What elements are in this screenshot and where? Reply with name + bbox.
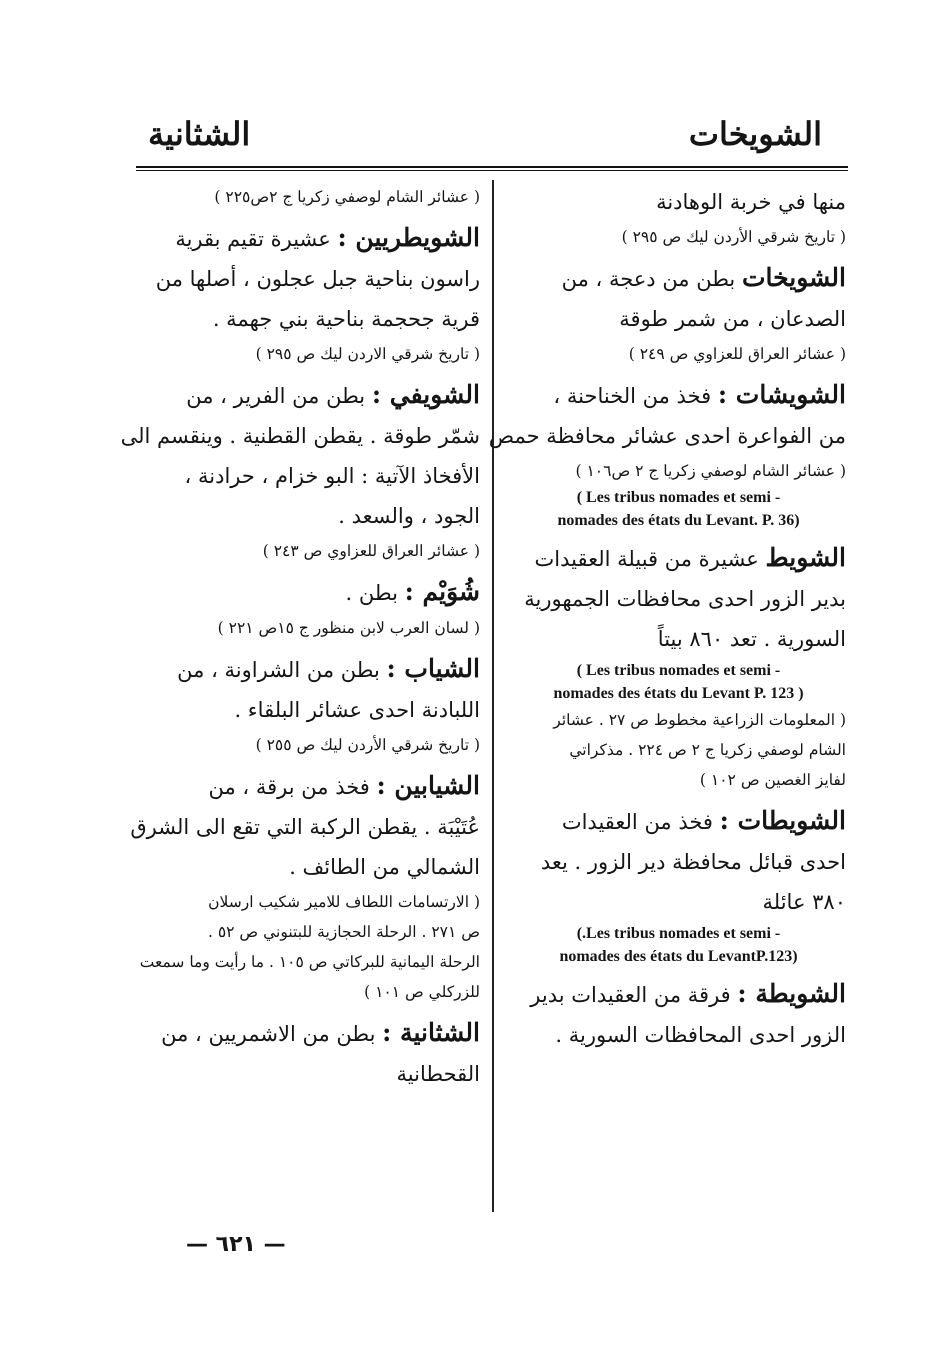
entry-text: اللبادنة احدى عشائر البلقاء .	[234, 698, 480, 722]
entry-text-line	[511, 619, 846, 659]
entry-reference: ( الارتسامات اللطاف للامير شكيب ارسلان	[208, 893, 480, 911]
entry-reference: الشام لوصفي زكريا ج ٢ ص ٢٢٤ . مذكراتي	[569, 741, 846, 759]
entry-text-line	[135, 218, 480, 259]
entry-text: بطن من الفرير ، من	[186, 384, 366, 408]
entry-headword: الشويطريين :	[337, 223, 480, 252]
entry-text-line	[135, 375, 480, 416]
entry-text-line	[135, 690, 480, 730]
column-divider	[492, 180, 494, 1212]
entry-text: الزور احدى المحافظات السورية .	[555, 1023, 846, 1047]
entry-reference: ( عشائر الشام لوصفي زكريا ج ٢ص٢٢٥ )	[214, 188, 480, 206]
dictionary-entry	[511, 974, 846, 1055]
entry-headword: الشويشات :	[717, 380, 846, 409]
entry-text-line	[511, 538, 846, 579]
left-column	[120, 182, 480, 1100]
dictionary-entry	[135, 182, 480, 212]
entry-headword: الشثانية :	[382, 1018, 480, 1047]
entry-text: القحطانية	[396, 1062, 480, 1086]
dictionary-entry	[120, 375, 480, 566]
entry-french-reference: nomades des états du Levant. P. 36)	[557, 512, 800, 529]
entry-reference: ( عشائر العراق للعزاوي ص ٢٤٩ )	[628, 345, 846, 363]
entry-text: الشمالي من الطائف .	[289, 855, 480, 879]
entry-text-line	[135, 1054, 480, 1094]
dictionary-entry	[135, 218, 480, 369]
entry-headword: الشويط	[765, 543, 846, 572]
header-rule	[136, 166, 848, 168]
entry-text-line	[135, 496, 480, 536]
entry-french-reference: nomades des états du Levant P. 123 )	[553, 685, 804, 702]
dictionary-entry	[135, 572, 480, 643]
entry-headword: شُوَيْم :	[404, 577, 480, 606]
entry-headword: الشويطات :	[719, 806, 846, 835]
entry-text: بطن من الاشمريين ، من	[161, 1022, 376, 1046]
entry-text-line	[511, 801, 846, 842]
page-number: — ٦٢١ —	[186, 1232, 286, 1257]
entry-text-line	[120, 416, 480, 456]
dictionary-entry	[130, 766, 480, 1007]
dictionary-entry	[511, 182, 846, 252]
entry-text: منها في خربة الوهادنة	[656, 190, 846, 214]
entry-reference: ( عشائر العراق للعزاوي ص ٢٤٣ )	[262, 542, 480, 560]
entry-french-reference: nomades des états du LevantP.123)	[559, 948, 798, 965]
entry-text: احدى قبائل محافظة دير الزور . يعد	[540, 850, 846, 874]
entry-text-line	[511, 579, 846, 619]
entry-headword: الشويخات	[741, 263, 846, 292]
entry-text: بطن .	[345, 581, 398, 605]
running-header-left: الشثانية	[148, 115, 251, 153]
dictionary-entry	[511, 538, 846, 795]
entry-text: الصدعان ، من شمر طوقة	[619, 307, 846, 331]
entry-text: الأفخاذ الآتية : البو خزام ، حرادنة ،	[184, 464, 480, 488]
entry-text-line	[135, 299, 480, 339]
entry-text: عُتَيْبَة . يقطن الركبة التي تقع الى الشرق	[130, 815, 480, 839]
entry-headword: الشيابين :	[376, 771, 480, 800]
entry-text: من الفواعرة احدى عشائر محافظة حمص	[488, 424, 846, 448]
entry-text: الجود ، والسعد .	[338, 504, 480, 528]
entry-reference: ( تاريخ شرقي الاردن ليك ص ٢٩٥ )	[255, 345, 480, 363]
entry-text-line	[511, 258, 846, 299]
header-rule-thin	[136, 170, 848, 171]
entry-text-line	[135, 259, 480, 299]
entry-text-line	[511, 375, 846, 416]
entry-reference: ( تاريخ شرقي الأردن ليك ص ٢٩٥ )	[621, 228, 846, 246]
entry-text-line	[511, 842, 846, 882]
entry-headword: الشياب :	[386, 654, 480, 683]
entry-reference: للزركلي ص ١٠١ )	[364, 983, 480, 1001]
entry-headword: الشويطة :	[737, 979, 846, 1008]
entry-text: فخذ من برقة ، من	[208, 775, 370, 799]
dictionary-entry	[135, 649, 480, 760]
entry-text-line	[135, 1013, 480, 1054]
entry-text-line	[511, 182, 846, 222]
entry-french-reference: ( Les tribus nomades et semi -	[576, 662, 781, 679]
entry-text: راسون بناحية جبل عجلون ، أصلها من	[155, 267, 480, 291]
entry-reference: الرحلة اليمانية للبركاتي ص ١٠٥ . ما رأيت وما سمعت	[139, 953, 480, 971]
entry-text: بدير الزور احدى محافظات الجمهورية	[524, 587, 846, 611]
entry-reference: لفايز الغصين ص ١٠٢ )	[699, 771, 846, 789]
dictionary-entry	[488, 375, 846, 532]
entry-headword: الشويفي :	[371, 380, 480, 409]
entry-text: عشيرة من قبيلة العقيدات	[534, 547, 759, 571]
entry-text: شمّر طوقة . يقطن القطنية . وينقسم الى	[120, 424, 480, 448]
entry-text-line	[488, 416, 846, 456]
entry-french-reference: ( Les tribus nomades et semi -	[576, 489, 781, 506]
entry-text-line	[511, 882, 846, 922]
dictionary-entry	[511, 801, 846, 968]
dictionary-entry	[511, 258, 846, 369]
entry-text-line	[511, 974, 846, 1015]
entry-text: بطن من الشراونة ، من	[177, 658, 380, 682]
entry-text: فخذ من العقيدات	[561, 810, 713, 834]
entry-text: السورية . تعد ٨٦٠ بيتاً	[657, 627, 846, 651]
entry-text-line	[511, 1015, 846, 1055]
entry-reference: ( تاريخ شرقي الأردن ليك ص ٢٥٥ )	[255, 736, 480, 754]
entry-text: فرقة من العقيدات بدير	[530, 983, 731, 1007]
entry-text-line	[135, 572, 480, 613]
entry-text-line	[135, 456, 480, 496]
dictionary-entry	[135, 1013, 480, 1094]
entry-text-line	[130, 807, 480, 847]
entry-text-line	[511, 299, 846, 339]
entry-reference: ( لسان العرب لابن منظور ج ١٥ص ٢٢١ )	[217, 619, 480, 637]
entry-text: بطن من دعجة ، من	[561, 267, 736, 291]
entry-reference: ( عشائر الشام لوصفي زكريا ج ٢ ص١٠٦ )	[575, 462, 846, 480]
entry-text-line	[135, 766, 480, 807]
entry-reference: ( المعلومات الزراعية مخطوط ص ٢٧ . عشائر	[553, 711, 846, 729]
entry-text-line	[135, 847, 480, 887]
entry-reference: ص ٢٧١ . الرحلة الحجازية للبتنوني ص ٥٢ .	[207, 923, 480, 941]
entry-text: عشيرة تقيم بقرية	[175, 227, 331, 251]
entry-text: فخذ من الخناحنة ،	[553, 384, 712, 408]
running-header-right: الشويخات	[688, 115, 822, 153]
entry-french-reference: (.Les tribus nomades et semi -	[576, 925, 781, 942]
entry-text-line	[135, 649, 480, 690]
entry-text: قرية جحجمة بناحية بني جهمة .	[212, 307, 480, 331]
right-column	[488, 182, 846, 1061]
entry-text: ٣٨٠ عائلة	[762, 890, 846, 914]
